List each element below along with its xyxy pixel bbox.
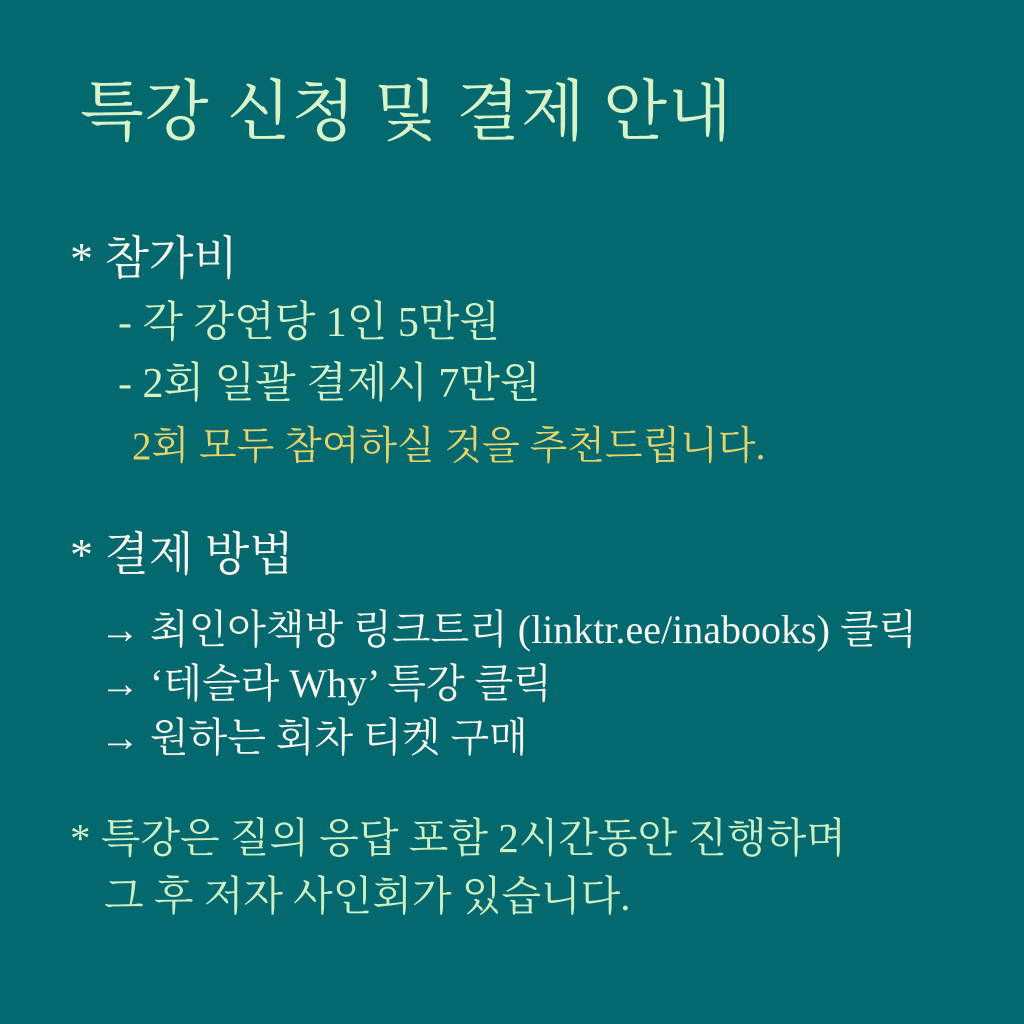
payment-step-lecture-click: → ‘테슬라 Why’ 특강 클릭	[100, 661, 552, 706]
payment-step-ticket-purchase: → 원하는 회차 티켓 구매	[100, 715, 528, 760]
fee-item-bundle: - 2회 일괄 결제시 7만원	[118, 361, 541, 407]
payment-step-linktree: → 최인아책방 링크트리 (linktr.ee/inabooks) 클릭	[100, 607, 918, 652]
fee-item-per-lecture: - 각 강연당 1인 5만원	[118, 300, 500, 346]
payment-method-heading: * 결제 방법	[70, 529, 294, 580]
participation-fee-heading: * 참가비	[70, 233, 238, 284]
footnote-duration: * 특강은 질의 응답 포함 2시간동안 진행하며	[70, 815, 846, 861]
fee-recommendation-note: 2회 모두 참여하실 것을 추천드립니다.	[132, 425, 766, 468]
footnote-signing-event: 그 후 저자 사인회가 있습니다.	[104, 873, 631, 919]
page-title: 특강 신청 및 결제 안내	[80, 76, 733, 149]
